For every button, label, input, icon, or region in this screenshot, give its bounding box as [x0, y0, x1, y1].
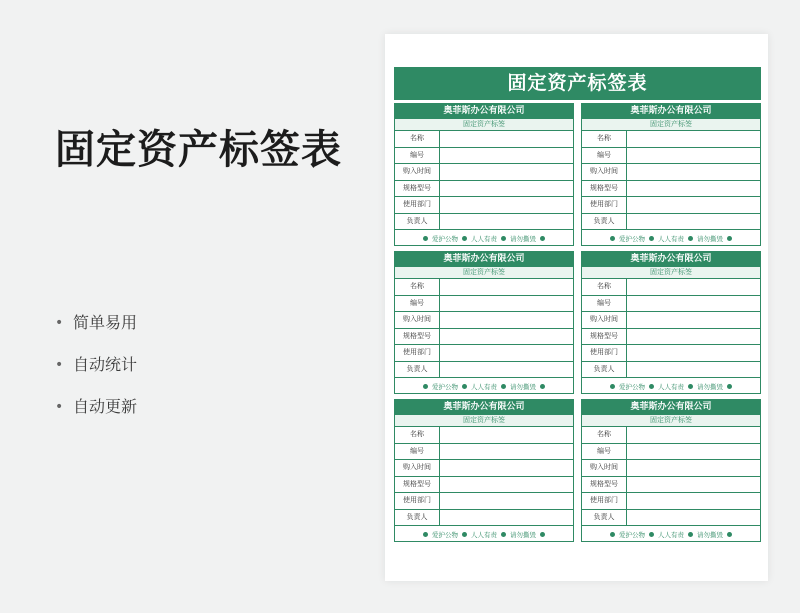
dot-icon	[501, 236, 506, 241]
field-label: 名称	[582, 427, 627, 443]
field-row	[582, 493, 760, 510]
company-name: 奥菲斯办公有限公司	[395, 400, 573, 415]
field-row	[395, 164, 573, 181]
card-subtitle: 固定资产标签	[582, 119, 760, 131]
asset-label-card	[394, 251, 574, 394]
field-value-cell	[627, 181, 760, 197]
field-value-cell	[627, 477, 760, 493]
field-row	[582, 296, 760, 313]
field-value-cell	[440, 493, 573, 509]
slogan-text: 请勿撕毁	[510, 531, 536, 539]
field-value-cell	[627, 510, 760, 526]
field-value-cell	[627, 444, 760, 460]
dot-icon	[462, 236, 467, 241]
slogan-text: 爱护公物	[432, 383, 458, 391]
field-label: 购入时间	[582, 164, 627, 180]
field-label: 规格型号	[582, 477, 627, 493]
company-name: 奥菲斯办公有限公司	[582, 252, 760, 267]
field-value-cell	[440, 148, 573, 164]
field-value-cell	[440, 362, 573, 378]
slogan-text: 请勿撕毁	[510, 383, 536, 391]
dot-icon	[610, 532, 615, 537]
field-value-cell	[440, 131, 573, 147]
dot-icon	[727, 236, 732, 241]
asset-label-card	[581, 103, 761, 246]
field-label: 名称	[395, 279, 440, 295]
dot-icon	[688, 236, 693, 241]
page-title: 固定资产标签表	[55, 127, 342, 173]
field-row	[582, 197, 760, 214]
dot-icon	[649, 532, 654, 537]
field-value-cell	[627, 164, 760, 180]
field-row	[582, 279, 760, 296]
slogan-text: 请勿撕毁	[697, 235, 723, 243]
field-label: 规格型号	[395, 181, 440, 197]
field-label: 负责人	[582, 362, 627, 378]
field-row	[395, 131, 573, 148]
field-value-cell	[440, 510, 573, 526]
field-row	[582, 329, 760, 346]
field-label: 负责人	[395, 214, 440, 230]
dot-icon	[649, 236, 654, 241]
field-value-cell	[440, 296, 573, 312]
field-label: 名称	[582, 279, 627, 295]
slogan-text: 爱护公物	[432, 531, 458, 539]
field-row	[582, 427, 760, 444]
field-row	[395, 279, 573, 296]
dot-icon	[462, 532, 467, 537]
dot-icon	[610, 236, 615, 241]
dot-icon	[462, 384, 467, 389]
field-row	[582, 131, 760, 148]
slogan-text: 人人有责	[658, 383, 684, 391]
sheet-title: 固定资产标签表	[394, 67, 761, 100]
card-footer	[395, 230, 573, 247]
field-label: 负责人	[395, 362, 440, 378]
slogan-text: 人人有责	[658, 531, 684, 539]
field-label: 购入时间	[582, 460, 627, 476]
field-row	[395, 493, 573, 510]
field-row	[582, 181, 760, 198]
card-subtitle: 固定资产标签	[395, 119, 573, 131]
field-label: 规格型号	[582, 181, 627, 197]
field-label: 负责人	[582, 510, 627, 526]
card-footer	[395, 378, 573, 395]
card-footer	[582, 526, 760, 543]
field-row	[582, 164, 760, 181]
field-row	[582, 312, 760, 329]
dot-icon	[649, 384, 654, 389]
field-value-cell	[440, 197, 573, 213]
feature-label: 自动统计	[73, 355, 138, 374]
feature-list	[55, 312, 137, 438]
slogan-text: 请勿撕毁	[510, 235, 536, 243]
slogan-text: 人人有责	[658, 235, 684, 243]
field-label: 编号	[395, 444, 440, 460]
field-label: 购入时间	[582, 312, 627, 328]
field-value-cell	[627, 493, 760, 509]
field-label: 名称	[395, 131, 440, 147]
field-label: 使用部门	[395, 345, 440, 361]
field-row	[582, 214, 760, 231]
field-row	[395, 312, 573, 329]
field-value-cell	[627, 214, 760, 230]
field-value-cell	[627, 427, 760, 443]
dot-icon	[727, 532, 732, 537]
card-footer	[582, 378, 760, 395]
field-label: 使用部门	[582, 345, 627, 361]
field-value-cell	[627, 148, 760, 164]
field-value-cell	[627, 362, 760, 378]
slogan-text: 人人有责	[471, 383, 497, 391]
field-value-cell	[627, 131, 760, 147]
field-label: 名称	[395, 427, 440, 443]
field-value-cell	[440, 444, 573, 460]
card-footer	[582, 230, 760, 247]
slogan-text: 请勿撕毁	[697, 531, 723, 539]
field-label: 使用部门	[582, 493, 627, 509]
field-value-cell	[627, 279, 760, 295]
feature-item	[55, 354, 137, 396]
field-value-cell	[627, 460, 760, 476]
label-grid	[394, 103, 761, 542]
field-label: 规格型号	[395, 477, 440, 493]
field-value-cell	[627, 345, 760, 361]
dot-icon	[610, 384, 615, 389]
document-sheet	[385, 34, 768, 581]
field-row	[395, 197, 573, 214]
dot-icon	[688, 384, 693, 389]
field-row	[395, 427, 573, 444]
field-row	[395, 148, 573, 165]
dot-icon	[501, 532, 506, 537]
company-name: 奥菲斯办公有限公司	[395, 252, 573, 267]
field-label: 规格型号	[582, 329, 627, 345]
field-value-cell	[440, 312, 573, 328]
field-value-cell	[440, 345, 573, 361]
asset-label-card	[394, 399, 574, 542]
field-row	[395, 510, 573, 527]
slogan-text: 爱护公物	[619, 383, 645, 391]
card-subtitle: 固定资产标签	[582, 267, 760, 279]
field-row	[582, 345, 760, 362]
field-value-cell	[440, 181, 573, 197]
field-row	[395, 444, 573, 461]
field-label: 编号	[582, 148, 627, 164]
field-label: 使用部门	[395, 493, 440, 509]
field-row	[395, 296, 573, 313]
card-subtitle: 固定资产标签	[395, 415, 573, 427]
field-label: 购入时间	[395, 460, 440, 476]
feature-item	[55, 396, 137, 438]
field-label: 名称	[582, 131, 627, 147]
field-value-cell	[440, 460, 573, 476]
field-value-cell	[440, 214, 573, 230]
asset-label-card	[581, 251, 761, 394]
field-value-cell	[440, 477, 573, 493]
card-subtitle: 固定资产标签	[582, 415, 760, 427]
bullet-icon: •	[55, 315, 64, 331]
company-name: 奥菲斯办公有限公司	[582, 400, 760, 415]
field-label: 编号	[582, 444, 627, 460]
dot-icon	[423, 236, 428, 241]
company-name: 奥菲斯办公有限公司	[395, 104, 573, 119]
field-row	[582, 362, 760, 379]
field-label: 购入时间	[395, 312, 440, 328]
field-row	[395, 329, 573, 346]
slogan-text: 爱护公物	[619, 235, 645, 243]
field-row	[395, 345, 573, 362]
slogan-text: 人人有责	[471, 531, 497, 539]
feature-label: 简单易用	[73, 313, 138, 332]
slogan-text: 爱护公物	[432, 235, 458, 243]
field-row	[582, 148, 760, 165]
field-label: 编号	[395, 296, 440, 312]
field-row	[395, 214, 573, 231]
dot-icon	[727, 384, 732, 389]
dot-icon	[540, 532, 545, 537]
field-row	[582, 477, 760, 494]
field-label: 编号	[395, 148, 440, 164]
bullet-icon: •	[55, 399, 64, 415]
asset-label-card	[394, 103, 574, 246]
dot-icon	[423, 384, 428, 389]
field-value-cell	[627, 312, 760, 328]
slogan-text: 请勿撕毁	[697, 383, 723, 391]
feature-item	[55, 312, 137, 354]
field-value-cell	[627, 197, 760, 213]
company-name: 奥菲斯办公有限公司	[582, 104, 760, 119]
dot-icon	[423, 532, 428, 537]
field-label: 使用部门	[395, 197, 440, 213]
bullet-icon: •	[55, 357, 64, 373]
feature-label: 自动更新	[73, 397, 138, 416]
field-label: 负责人	[582, 214, 627, 230]
field-value-cell	[440, 164, 573, 180]
field-row	[582, 510, 760, 527]
field-row	[582, 460, 760, 477]
slogan-text: 爱护公物	[619, 531, 645, 539]
field-row	[395, 460, 573, 477]
field-row	[395, 362, 573, 379]
field-value-cell	[440, 329, 573, 345]
field-row	[395, 477, 573, 494]
field-value-cell	[627, 329, 760, 345]
slogan-text: 人人有责	[471, 235, 497, 243]
dot-icon	[540, 384, 545, 389]
field-label: 使用部门	[582, 197, 627, 213]
field-label: 购入时间	[395, 164, 440, 180]
field-label: 负责人	[395, 510, 440, 526]
field-value-cell	[627, 296, 760, 312]
asset-label-card	[581, 399, 761, 542]
field-row	[395, 181, 573, 198]
field-row	[582, 444, 760, 461]
card-subtitle: 固定资产标签	[395, 267, 573, 279]
dot-icon	[501, 384, 506, 389]
dot-icon	[688, 532, 693, 537]
dot-icon	[540, 236, 545, 241]
field-label: 编号	[582, 296, 627, 312]
field-label: 规格型号	[395, 329, 440, 345]
field-value-cell	[440, 427, 573, 443]
field-value-cell	[440, 279, 573, 295]
card-footer	[395, 526, 573, 543]
